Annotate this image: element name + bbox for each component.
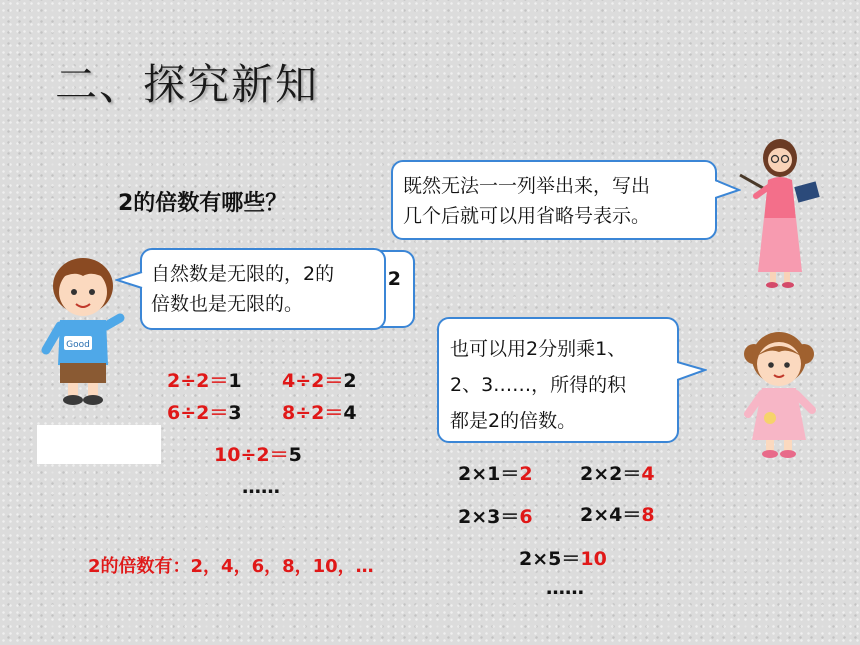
girl-bubble-tail [677, 360, 707, 384]
multiplication-equation: 2×4＝8 [580, 504, 655, 526]
question-text: 2的倍数有哪些？ [118, 191, 288, 216]
boy-bubble-back-fragment: 2 [387, 268, 401, 290]
teacher-bubble-line-1: 既然无法一一列举出来，写出 [403, 175, 651, 197]
boy-bubble-line-1: 自然数是无限的，2的 [151, 263, 335, 285]
slide-title: 二、探究新知 [55, 60, 320, 109]
girl-bubble-line-3: 都是2的倍数。 [450, 410, 577, 432]
white-box [37, 425, 161, 464]
girl-bubble-line-2: 2、3……，所得的积 [450, 374, 627, 396]
teacher-speech-bubble [391, 160, 717, 240]
conclusion-text: 2的倍数有：2，4，6，8，10，… [88, 556, 374, 577]
girl-illustration [732, 322, 827, 462]
multiplication-equation: 2×5＝10 [519, 548, 607, 570]
teacher-bubble-line-2: 几个后就可以用省略号表示。 [403, 205, 651, 227]
multiplication-ellipsis: …… [546, 577, 584, 599]
boy-speech-bubble [140, 248, 386, 330]
girl-bubble-line-1: 也可以用2分别乘1、 [450, 338, 627, 360]
division-equation: 10÷2＝5 [214, 444, 302, 466]
teacher-bubble-tail [715, 178, 741, 200]
boy-shirt-text: Good [66, 340, 90, 350]
multiplication-equation: 2×2＝4 [580, 463, 655, 485]
boy-bubble-line-2: 倍数也是无限的。 [151, 293, 304, 315]
division-equation: 6÷2＝3 [167, 402, 242, 424]
division-equation: 2÷2＝1 [167, 370, 242, 392]
multiplication-equation: 2×3＝6 [458, 506, 533, 528]
boy-bubble-tail [115, 270, 143, 290]
division-equation: 8÷2＝4 [282, 402, 357, 424]
division-ellipsis: …… [242, 476, 280, 498]
teacher-illustration [728, 130, 833, 290]
girl-speech-bubble [437, 317, 679, 443]
multiplication-equation: 2×1＝2 [458, 463, 533, 485]
division-equation: 4÷2＝2 [282, 370, 357, 392]
